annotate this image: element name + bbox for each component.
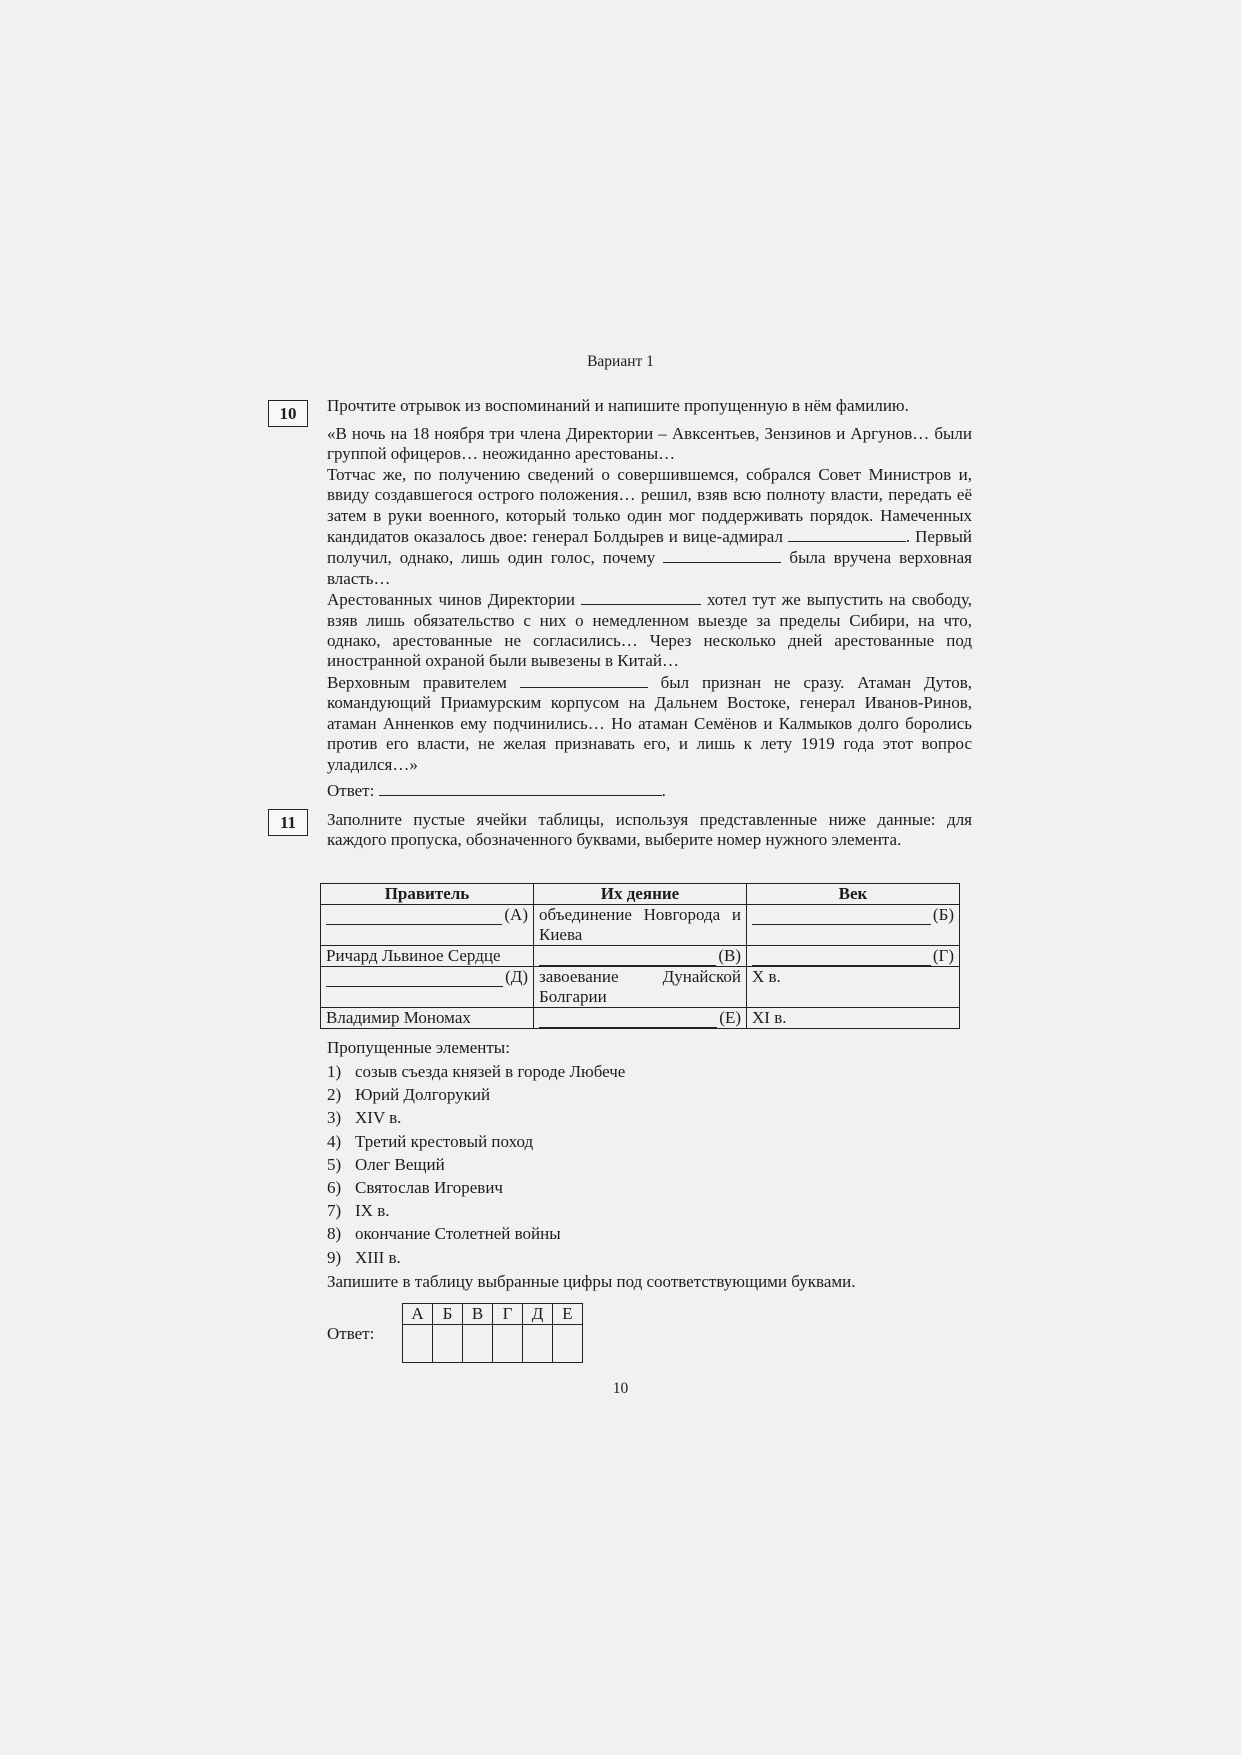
item-number: 2) <box>327 1085 342 1105</box>
task-10-answer <box>327 780 972 801</box>
item-number: 7) <box>327 1201 342 1221</box>
rulers-table <box>320 883 960 1029</box>
item-text: Олег Вещий <box>355 1154 445 1174</box>
answer-input-row <box>403 1325 583 1363</box>
item-number: 6) <box>327 1178 342 1198</box>
table-cell: объединение Новгорода и Киева <box>534 905 747 946</box>
item-text: Третий крестовый поход <box>355 1131 534 1151</box>
passage-paragraph-3 <box>327 589 972 672</box>
table-row <box>321 905 960 946</box>
table-cell <box>747 946 960 967</box>
blank-line <box>326 908 502 925</box>
answer-letter: Е <box>553 1304 583 1325</box>
table-cell <box>321 967 534 1008</box>
answer-grid <box>402 1303 583 1363</box>
table-cell: Владимир Мономах <box>321 1008 534 1029</box>
answer-letter: Б <box>433 1304 463 1325</box>
list-item <box>327 1246 625 1269</box>
table-cell <box>747 905 960 946</box>
page-number: 10 <box>612 1380 629 1397</box>
table-row <box>321 1008 960 1029</box>
list-item <box>327 1060 625 1083</box>
table-row <box>321 967 960 1008</box>
item-text: Юрий Долгорукий <box>355 1085 491 1105</box>
list-item <box>327 1153 625 1176</box>
table-cell: XI в. <box>747 1008 960 1029</box>
variant-header: Вариант 1 <box>587 353 654 370</box>
table-row <box>321 946 960 967</box>
item-text: XIV в. <box>355 1108 402 1128</box>
cell-letter: (А) <box>504 905 528 924</box>
item-number: 9) <box>327 1247 342 1267</box>
item-text: Святослав Игоревич <box>355 1178 503 1198</box>
item-number: 1) <box>327 1062 342 1081</box>
cell-letter: (Д) <box>505 967 528 986</box>
column-header: Век <box>747 884 960 905</box>
missing-elements-title: Пропущенные элементы: <box>327 1038 510 1057</box>
answer-cell[interactable] <box>523 1325 553 1363</box>
item-text: XIII в. <box>355 1247 401 1267</box>
table-cell <box>534 1008 747 1029</box>
answer-cell[interactable] <box>433 1325 463 1363</box>
passage-text: Верховным правителем <box>327 672 507 692</box>
answer-label: Ответ: <box>327 1324 375 1343</box>
answer-letters-row <box>403 1304 583 1325</box>
passage-text: была вручена верховная власть… <box>327 548 972 588</box>
cell-letter: (Б) <box>932 905 954 924</box>
blank-line <box>539 1011 717 1028</box>
answer-cell[interactable] <box>553 1325 583 1363</box>
passage-text: Тотчас же, по получению сведений о совершившемся, собрался Совет Министров и, ввиду создавшегося острого положения… решил, взяв всю полноту власти, передать её затем в руки военного, который только один мог поддерживать порядок. Намеченных кандидатов оказалось двое: генерал Болдырев и вице-адмирал <box>327 464 972 547</box>
list-item <box>327 1222 625 1245</box>
cell-letter: (Г) <box>932 946 954 965</box>
item-text: IX в. <box>355 1201 390 1221</box>
table-cell: Ричард Львиное Сердце <box>321 946 534 967</box>
item-text: созыв съезда князей в городе Любече <box>355 1062 626 1081</box>
blank-line <box>752 908 931 925</box>
passage-paragraph-4 <box>327 672 972 775</box>
task-11-number: 11 <box>268 809 308 836</box>
answer-letter: Д <box>523 1304 553 1325</box>
answer-letter: Г <box>493 1304 523 1325</box>
task-10-intro: Прочтите отрывок из воспоминаний и напишите пропущенную в нём фамилию. <box>327 396 909 415</box>
cell-letter: (Е) <box>719 1008 741 1027</box>
list-item <box>327 1130 625 1153</box>
blank-line <box>663 547 781 563</box>
missing-elements-list <box>327 1060 625 1269</box>
column-header: Правитель <box>321 884 534 905</box>
list-item <box>327 1106 625 1129</box>
passage-paragraph-1: «В ночь на 18 ноября три члена Директории – Авксентьев, Зензинов и Аргунов… были группой офицеров… неожиданно арестованы… <box>327 424 972 464</box>
passage-text: . Первый получил, однако, лишь один голос, почему <box>327 527 972 568</box>
item-number: 3) <box>327 1108 342 1128</box>
table-cell: завоевание Дунайской Болгарии <box>534 967 747 1008</box>
answer-cell[interactable] <box>493 1325 523 1363</box>
answer-letter: В <box>463 1304 493 1325</box>
blank-line <box>326 970 503 987</box>
passage-text: Арестованных чинов Директории <box>327 590 575 610</box>
table-cell <box>321 905 534 946</box>
task-10-passage <box>327 424 972 775</box>
blank-line <box>539 949 716 966</box>
item-number: 5) <box>327 1154 342 1174</box>
answer-field[interactable] <box>379 780 662 796</box>
list-item <box>327 1199 625 1222</box>
answer-letter: А <box>403 1304 433 1325</box>
blank-line <box>520 672 648 688</box>
cell-letter: (В) <box>718 946 741 965</box>
passage-text: хотел тут же выпустить на свободу, взяв лишь обязательство с них о немедленном выезде за пределы Сибири, на что, однако, арестованные не согласились… Через несколько дней арестованные под иностранной охраной были вывезены в Китай… <box>327 590 973 671</box>
list-item <box>327 1176 625 1199</box>
blank-line <box>752 949 931 966</box>
item-number: 4) <box>327 1131 342 1151</box>
item-text: окончание Столетней войны <box>355 1224 561 1244</box>
passage-paragraph-2 <box>327 465 972 589</box>
answer-period: . <box>661 781 666 800</box>
column-header: Их деяние <box>534 884 747 905</box>
answer-cell[interactable] <box>403 1325 433 1363</box>
answer-cell[interactable] <box>463 1325 493 1363</box>
blank-line <box>788 526 906 542</box>
table-cell <box>534 946 747 967</box>
answer-label: Ответ: <box>327 781 375 800</box>
task-11-intro: Заполните пустые ячейки таблицы, используя представленные ниже данные: для каждого пропуска, обозначенного буквами, выберите номер нужного элемента. <box>327 810 972 850</box>
item-number: 8) <box>327 1224 342 1244</box>
list-item <box>327 1083 625 1106</box>
task-10-number: 10 <box>268 400 308 427</box>
write-instruction: Запишите в таблицу выбранные цифры под соответствующими буквами. <box>327 1272 856 1291</box>
passage-text: был признан не сразу. Атаман Дутов, командующий Приамурским корпусом на Дальнем Востоке, генерал Иванов-Ринов, атаман Анненков ему подчинились… Но атаман Семёнов и Калмыков долго боролись против его власти, не желая признавать его, и лишь к лету 1919 года этот вопрос уладился…» <box>327 672 973 774</box>
blank-line <box>581 589 701 605</box>
table-cell: X в. <box>747 967 960 1008</box>
table-header-row <box>321 884 960 905</box>
